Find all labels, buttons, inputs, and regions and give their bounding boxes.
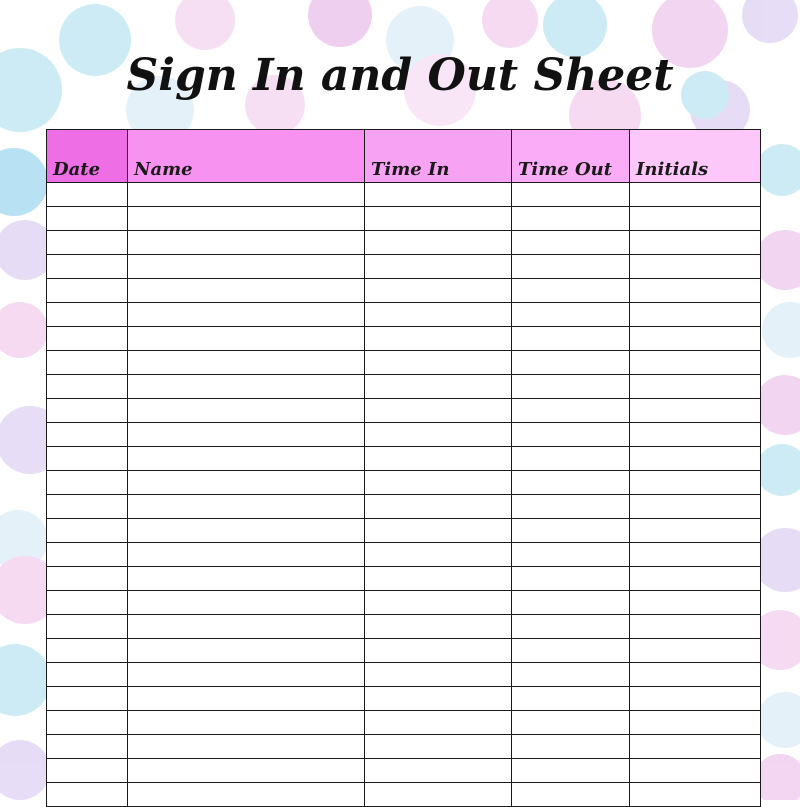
initials-cell[interactable]	[630, 495, 761, 519]
time-in-cell[interactable]	[365, 471, 512, 495]
name-cell[interactable]	[128, 183, 365, 207]
date-cell[interactable]	[47, 783, 128, 807]
time-in-cell[interactable]	[365, 423, 512, 447]
date-cell[interactable]	[47, 207, 128, 231]
time-in-cell[interactable]	[365, 303, 512, 327]
time-in-cell[interactable]	[365, 567, 512, 591]
date-cell[interactable]	[47, 759, 128, 783]
initials-cell[interactable]	[630, 231, 761, 255]
time-in-cell[interactable]	[365, 351, 512, 375]
time-out-cell[interactable]	[512, 687, 630, 711]
time-out-cell[interactable]	[512, 447, 630, 471]
time-in-cell[interactable]	[365, 687, 512, 711]
date-cell[interactable]	[47, 735, 128, 759]
table-row	[47, 471, 761, 495]
initials-cell[interactable]	[630, 423, 761, 447]
name-cell[interactable]	[128, 543, 365, 567]
column-header-name: Name	[128, 130, 365, 183]
name-cell[interactable]	[128, 687, 365, 711]
name-cell[interactable]	[128, 327, 365, 351]
table-row	[47, 759, 761, 783]
time-out-cell[interactable]	[512, 519, 630, 543]
column-header-time-out: Time Out	[512, 130, 630, 183]
table-row	[47, 567, 761, 591]
time-out-cell[interactable]	[512, 231, 630, 255]
time-out-cell[interactable]	[512, 327, 630, 351]
initials-cell[interactable]	[630, 567, 761, 591]
name-cell[interactable]	[128, 519, 365, 543]
initials-cell[interactable]	[630, 207, 761, 231]
time-out-cell[interactable]	[512, 351, 630, 375]
table-row	[47, 591, 761, 615]
initials-cell[interactable]	[630, 615, 761, 639]
time-in-cell[interactable]	[365, 375, 512, 399]
time-in-cell[interactable]	[365, 207, 512, 231]
time-out-cell[interactable]	[512, 303, 630, 327]
date-cell[interactable]	[47, 183, 128, 207]
column-header-date: Date	[47, 130, 128, 183]
table-row	[47, 351, 761, 375]
table-row	[47, 375, 761, 399]
date-cell[interactable]	[47, 687, 128, 711]
table-row	[47, 423, 761, 447]
time-out-cell[interactable]	[512, 495, 630, 519]
initials-cell[interactable]	[630, 759, 761, 783]
name-cell[interactable]	[128, 567, 365, 591]
initials-cell[interactable]	[630, 255, 761, 279]
table-row	[47, 207, 761, 231]
time-in-cell[interactable]	[365, 543, 512, 567]
column-header-time-in: Time In	[365, 130, 512, 183]
date-cell[interactable]	[47, 711, 128, 735]
table-row	[47, 543, 761, 567]
time-out-cell[interactable]	[512, 375, 630, 399]
time-in-cell[interactable]	[365, 591, 512, 615]
name-cell[interactable]	[128, 711, 365, 735]
table-header-row	[47, 130, 761, 183]
time-in-cell[interactable]	[365, 759, 512, 783]
name-cell[interactable]	[128, 279, 365, 303]
time-in-cell[interactable]	[365, 639, 512, 663]
time-out-cell[interactable]	[512, 567, 630, 591]
time-out-cell[interactable]	[512, 591, 630, 615]
name-cell[interactable]	[128, 591, 365, 615]
name-cell[interactable]	[128, 447, 365, 471]
date-cell[interactable]	[47, 303, 128, 327]
table-row	[47, 231, 761, 255]
initials-cell[interactable]	[630, 711, 761, 735]
date-cell[interactable]	[47, 279, 128, 303]
initials-cell[interactable]	[630, 447, 761, 471]
time-in-cell[interactable]	[365, 495, 512, 519]
column-header-initials: Initials	[630, 130, 761, 183]
table-row	[47, 687, 761, 711]
initials-cell[interactable]	[630, 471, 761, 495]
name-cell[interactable]	[128, 663, 365, 687]
date-cell[interactable]	[47, 591, 128, 615]
initials-cell[interactable]	[630, 351, 761, 375]
table-row	[47, 303, 761, 327]
table-row	[47, 279, 761, 303]
date-cell[interactable]	[47, 519, 128, 543]
table-row	[47, 255, 761, 279]
table-row	[47, 183, 761, 207]
name-cell[interactable]	[128, 207, 365, 231]
table-row	[47, 495, 761, 519]
name-cell[interactable]	[128, 351, 365, 375]
time-out-cell[interactable]	[512, 423, 630, 447]
table-row	[47, 519, 761, 543]
table-row	[47, 783, 761, 807]
table-row	[47, 639, 761, 663]
name-cell[interactable]	[128, 231, 365, 255]
date-cell[interactable]	[47, 255, 128, 279]
name-cell[interactable]	[128, 423, 365, 447]
name-cell[interactable]	[128, 735, 365, 759]
time-in-cell[interactable]	[365, 663, 512, 687]
table-body	[47, 183, 761, 807]
table-row	[47, 399, 761, 423]
time-out-cell[interactable]	[512, 399, 630, 423]
date-cell[interactable]	[47, 351, 128, 375]
time-in-cell[interactable]	[365, 519, 512, 543]
date-cell[interactable]	[47, 399, 128, 423]
time-out-cell[interactable]	[512, 471, 630, 495]
date-cell[interactable]	[47, 447, 128, 471]
time-in-cell[interactable]	[365, 447, 512, 471]
initials-cell[interactable]	[630, 735, 761, 759]
time-in-cell[interactable]	[365, 735, 512, 759]
sign-in-out-table	[46, 129, 761, 807]
time-in-cell[interactable]	[365, 711, 512, 735]
time-out-cell[interactable]	[512, 759, 630, 783]
name-cell[interactable]	[128, 759, 365, 783]
time-in-cell[interactable]	[365, 231, 512, 255]
initials-cell[interactable]	[630, 543, 761, 567]
table-row	[47, 327, 761, 351]
time-out-cell[interactable]	[512, 639, 630, 663]
name-cell[interactable]	[128, 495, 365, 519]
name-cell[interactable]	[128, 399, 365, 423]
time-out-cell[interactable]	[512, 735, 630, 759]
table-row	[47, 711, 761, 735]
table-row	[47, 663, 761, 687]
initials-cell[interactable]	[630, 399, 761, 423]
table-row	[47, 735, 761, 759]
date-cell[interactable]	[47, 471, 128, 495]
time-out-cell[interactable]	[512, 279, 630, 303]
time-in-cell[interactable]	[365, 279, 512, 303]
initials-cell[interactable]	[630, 687, 761, 711]
time-in-cell[interactable]	[365, 327, 512, 351]
initials-cell[interactable]	[630, 303, 761, 327]
name-cell[interactable]	[128, 471, 365, 495]
time-out-cell[interactable]	[512, 783, 630, 807]
initials-cell[interactable]	[630, 663, 761, 687]
name-cell[interactable]	[128, 639, 365, 663]
initials-cell[interactable]	[630, 591, 761, 615]
date-cell[interactable]	[47, 663, 128, 687]
initials-cell[interactable]	[630, 639, 761, 663]
date-cell[interactable]	[47, 327, 128, 351]
time-in-cell[interactable]	[365, 615, 512, 639]
time-out-cell[interactable]	[512, 711, 630, 735]
time-in-cell[interactable]	[365, 183, 512, 207]
initials-cell[interactable]	[630, 327, 761, 351]
name-cell[interactable]	[128, 303, 365, 327]
date-cell[interactable]	[47, 495, 128, 519]
table-row	[47, 447, 761, 471]
time-out-cell[interactable]	[512, 543, 630, 567]
name-cell[interactable]	[128, 375, 365, 399]
initials-cell[interactable]	[630, 375, 761, 399]
date-cell[interactable]	[47, 639, 128, 663]
date-cell[interactable]	[47, 423, 128, 447]
time-in-cell[interactable]	[365, 783, 512, 807]
initials-cell[interactable]	[630, 279, 761, 303]
name-cell[interactable]	[128, 255, 365, 279]
time-out-cell[interactable]	[512, 183, 630, 207]
date-cell[interactable]	[47, 375, 128, 399]
time-in-cell[interactable]	[365, 399, 512, 423]
page-title: Sign In and Out Sheet	[126, 50, 674, 101]
initials-cell[interactable]	[630, 519, 761, 543]
table-row	[47, 615, 761, 639]
name-cell[interactable]	[128, 615, 365, 639]
time-out-cell[interactable]	[512, 207, 630, 231]
time-out-cell[interactable]	[512, 255, 630, 279]
initials-cell[interactable]	[630, 183, 761, 207]
date-cell[interactable]	[47, 567, 128, 591]
time-in-cell[interactable]	[365, 255, 512, 279]
time-out-cell[interactable]	[512, 615, 630, 639]
date-cell[interactable]	[47, 231, 128, 255]
date-cell[interactable]	[47, 615, 128, 639]
initials-cell[interactable]	[630, 783, 761, 807]
time-out-cell[interactable]	[512, 663, 630, 687]
name-cell[interactable]	[128, 783, 365, 807]
date-cell[interactable]	[47, 543, 128, 567]
